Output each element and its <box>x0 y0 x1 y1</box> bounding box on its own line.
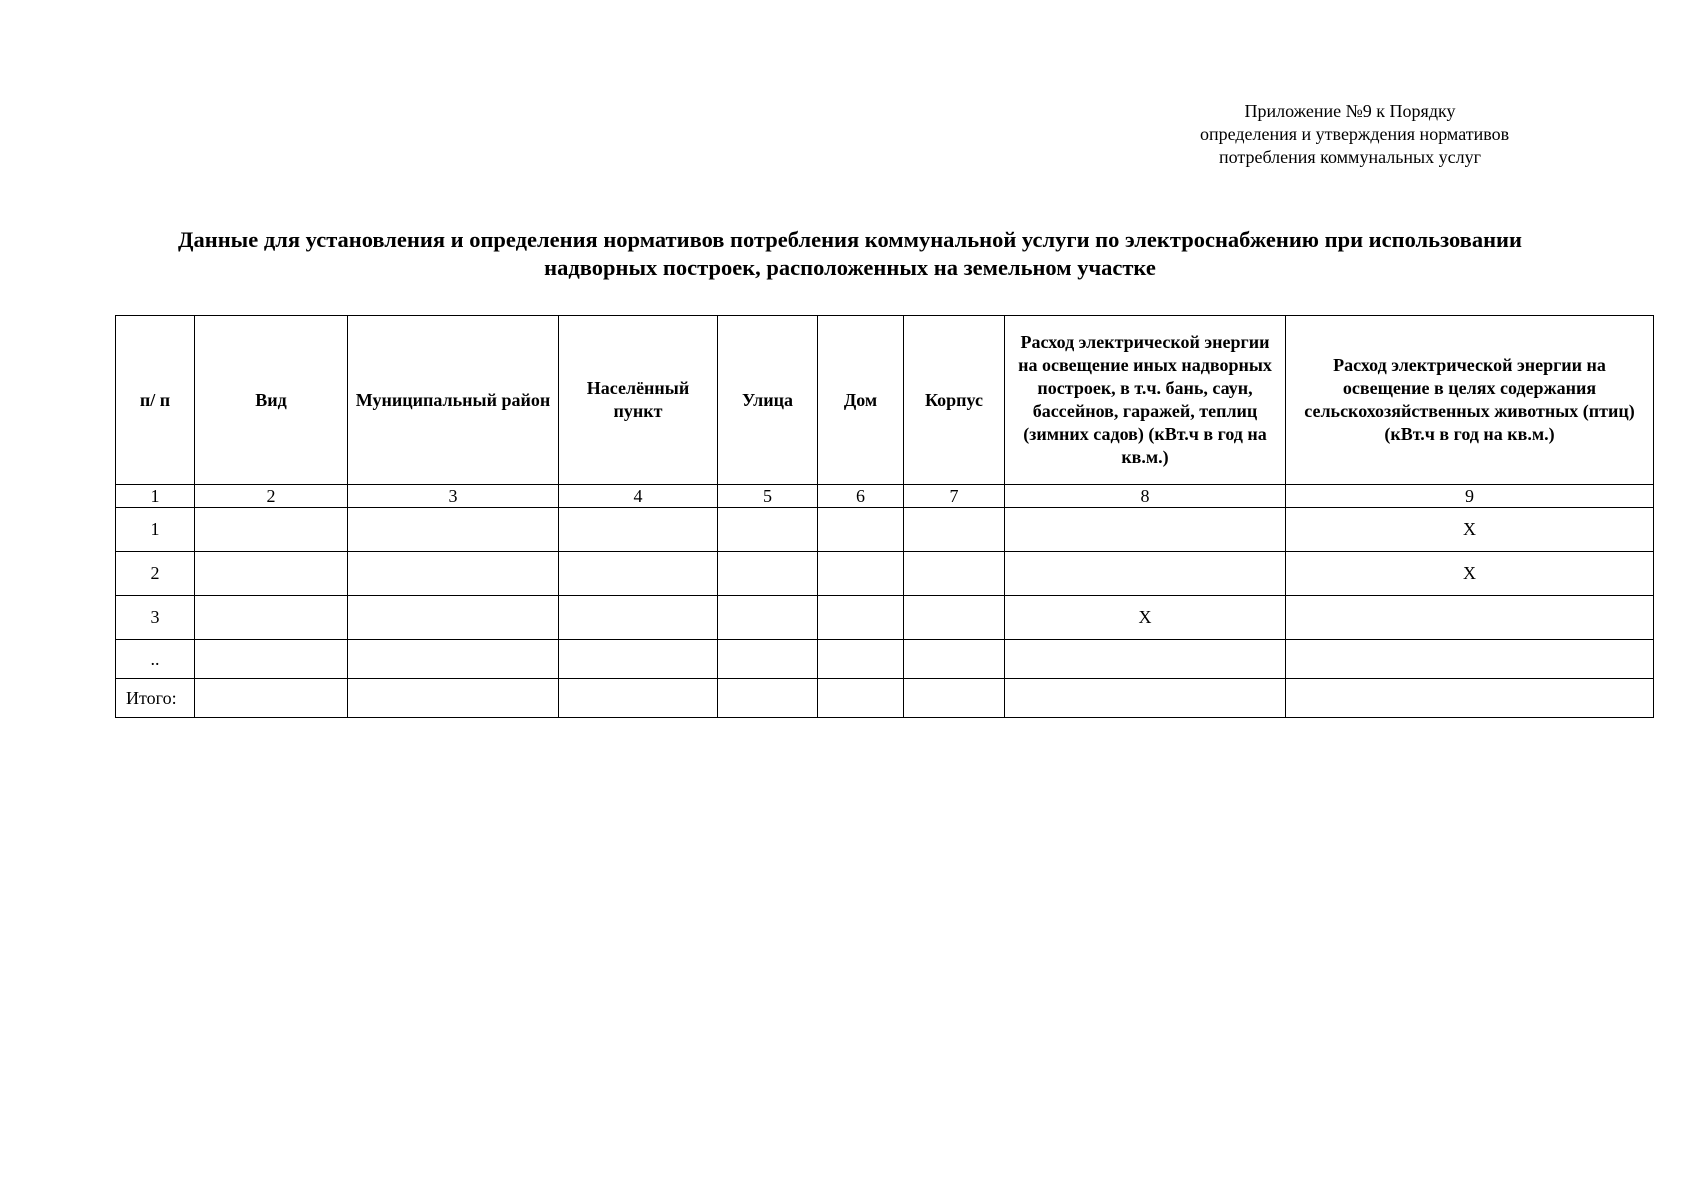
table-cell: 1 <box>116 508 195 552</box>
table-cell <box>559 596 718 640</box>
table-cell: 3 <box>116 596 195 640</box>
table-cell <box>904 640 1005 679</box>
table-cell <box>559 679 718 718</box>
header-cell: Дом <box>818 316 904 485</box>
table-cell <box>818 508 904 552</box>
header-cell: Населённый пункт <box>559 316 718 485</box>
table-cell <box>904 679 1005 718</box>
table-cell <box>195 679 348 718</box>
column-number-row <box>116 485 1654 508</box>
table-total-row <box>116 679 1654 718</box>
table-cell <box>559 508 718 552</box>
table-cell <box>718 679 818 718</box>
table-row <box>116 596 1654 640</box>
table-cell <box>559 552 718 596</box>
table-cell <box>348 640 559 679</box>
table-cell <box>195 508 348 552</box>
table-cell <box>348 552 559 596</box>
table-cell <box>818 552 904 596</box>
document-title-line: надворных построек, расположенных на земельном участке <box>544 255 1156 280</box>
column-number-cell: 2 <box>195 485 348 508</box>
table-cell <box>559 640 718 679</box>
table-cell <box>1005 508 1286 552</box>
appendix-note-line: потребления коммунальных услуг <box>1218 147 1482 167</box>
header-cell: Муниципальный район <box>348 316 559 485</box>
table-cell <box>718 552 818 596</box>
table-cell <box>904 552 1005 596</box>
table-cell <box>1005 679 1286 718</box>
table-cell: X <box>1286 508 1654 552</box>
table-cell <box>718 596 818 640</box>
column-number-cell: 8 <box>1005 485 1286 508</box>
table-cell <box>1286 596 1654 640</box>
table-cell <box>718 508 818 552</box>
table-cell <box>348 508 559 552</box>
table-row <box>116 552 1654 596</box>
header-cell: Корпус <box>904 316 1005 485</box>
appendix-note <box>1200 100 1510 169</box>
header-cell: Вид <box>195 316 348 485</box>
table-cell <box>818 679 904 718</box>
total-label: Итого: <box>116 679 195 718</box>
table-cell <box>195 596 348 640</box>
appendix-note-line: определения и утверждения нормативов <box>1200 124 1510 144</box>
table-header-row <box>116 316 1654 485</box>
document-title <box>100 226 1600 282</box>
table-cell: .. <box>116 640 195 679</box>
document-title-line: Данные для установления и определения нормативов потребления коммунальной услуги по электроснабжению при использовании <box>178 227 1522 252</box>
table-cell <box>348 596 559 640</box>
table-cell <box>818 596 904 640</box>
table-cell: 2 <box>116 552 195 596</box>
header-cell: Улица <box>718 316 818 485</box>
table-row <box>116 508 1654 552</box>
column-number-cell: 1 <box>116 485 195 508</box>
table-cell <box>904 508 1005 552</box>
header-cell: Расход электрической энергии на освещение иных надворных построек, в т.ч. бань, саун, бассейнов, гаражей, теплиц (зимних садов) (кВт.ч в год на кв.м.) <box>1005 316 1286 485</box>
table-row <box>116 640 1654 679</box>
table-cell <box>1005 640 1286 679</box>
column-number-cell: 9 <box>1286 485 1654 508</box>
table-cell <box>1286 640 1654 679</box>
table-cell <box>818 640 904 679</box>
header-cell: п/ п <box>116 316 195 485</box>
column-number-cell: 3 <box>348 485 559 508</box>
column-number-cell: 4 <box>559 485 718 508</box>
table-cell <box>195 552 348 596</box>
table-cell: X <box>1286 552 1654 596</box>
header-cell: Расход электрической энергии на освещение в целях содержания сельскохозяйственных животных (птиц) (кВт.ч в год на кв.м.) <box>1286 316 1654 485</box>
column-number-cell: 6 <box>818 485 904 508</box>
appendix-note-line: Приложение №9 к Порядку <box>1244 101 1456 121</box>
table-cell <box>718 640 818 679</box>
table-cell <box>348 679 559 718</box>
table-cell <box>1005 552 1286 596</box>
table-cell: X <box>1005 596 1286 640</box>
table-cell <box>1286 679 1654 718</box>
table-cell <box>195 640 348 679</box>
table-cell <box>904 596 1005 640</box>
column-number-cell: 7 <box>904 485 1005 508</box>
data-table <box>115 315 1654 718</box>
column-number-cell: 5 <box>718 485 818 508</box>
